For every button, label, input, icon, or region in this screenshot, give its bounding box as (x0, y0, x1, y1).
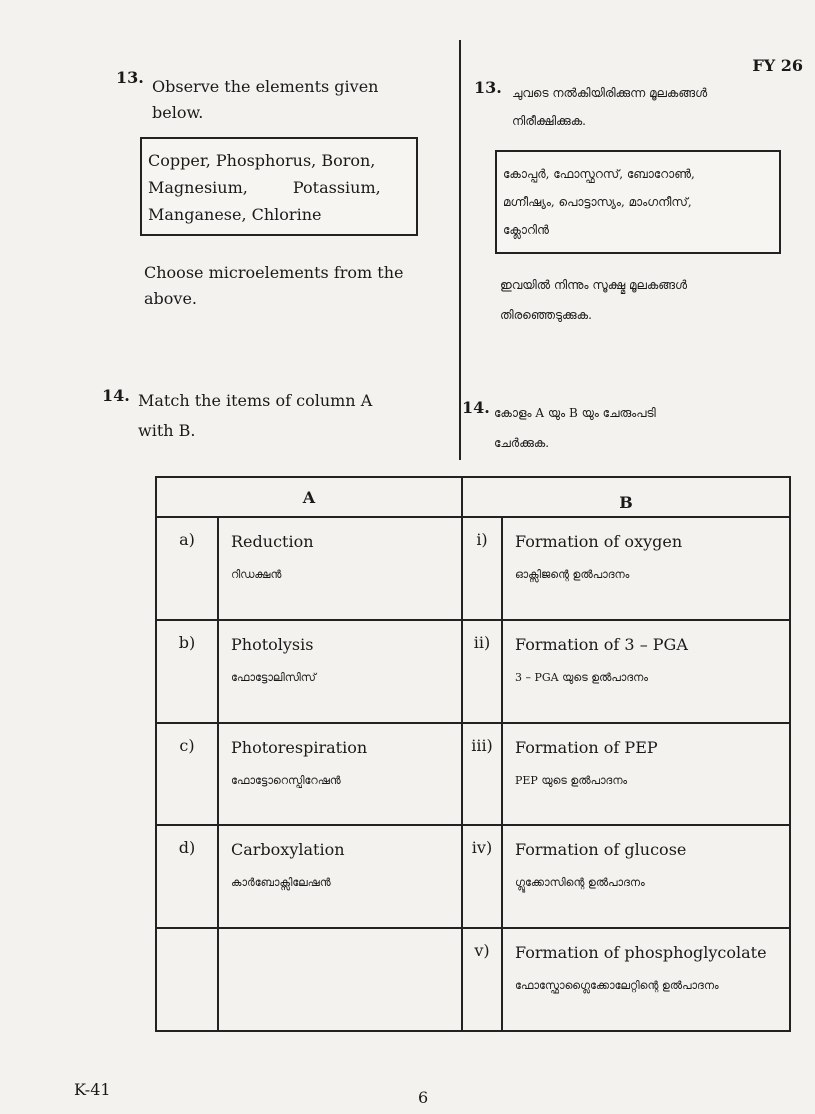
q13-box-ml-3: ക്ലോറിൻ (503, 223, 549, 237)
table-row (156, 517, 790, 620)
q13-number-en: 13. (116, 68, 144, 87)
row-b-label: ii) (462, 620, 502, 723)
column-b-header: B (462, 477, 790, 517)
row-b-item (502, 928, 790, 1031)
row-a-item (218, 723, 462, 826)
row-a-ml: ഫോട്ടോറെസ്പിറേഷൻ (231, 773, 341, 787)
row-a-label: a) (156, 517, 218, 620)
q14-prompt-en-1: Match the items of column A (138, 391, 373, 410)
q13-prompt-en-1: Observe the elements given (152, 77, 379, 96)
row-b-label: v) (462, 928, 502, 1031)
row-a-ml: റിഡക്ഷൻ (231, 568, 282, 581)
q13-instr-ml-2: തിരഞ്ഞെടുക്കുക. (500, 308, 592, 322)
match-table (155, 476, 791, 1032)
q14-number-en: 14. (102, 386, 130, 405)
row-b-item (502, 723, 790, 826)
q14-prompt-ml-2: ചേർക്കുക. (494, 436, 550, 450)
q13-box-en-3: Manganese, Chlorine (148, 205, 322, 224)
exam-code: FY 26 (752, 56, 803, 75)
column-divider (459, 40, 461, 460)
q13-box-en-1: Copper, Phosphorus, Boron, (148, 151, 376, 170)
row-a-en: Photorespiration (231, 737, 368, 757)
q13-prompt-ml-1: ചുവടെ നൽകിയിരിക്കുന്ന മൂലകങ്ങൾ (512, 86, 708, 100)
row-a-item (218, 928, 462, 1031)
row-a-ml: ഫോട്ടോലിസിസ് (231, 670, 316, 684)
row-b-en: Formation of 3 – PGA (515, 634, 688, 654)
row-a-label: d) (156, 825, 218, 928)
q13-instr-en-2: above. (144, 289, 198, 308)
row-a-en: Carboxylation (231, 840, 345, 860)
row-a-item (218, 620, 462, 723)
row-b-item (502, 517, 790, 620)
row-a-en: Reduction (231, 532, 314, 551)
row-a-item (218, 517, 462, 620)
row-b-ml: ഫോസ്ഫോഗ്ലൈക്കോലേറ്റിന്റെ ഉൽപാദനം (515, 979, 719, 993)
q13-box-ml-2: മഗ്നീഷ്യം, പൊട്ടാസ്യം, മാംഗനീസ്, (503, 195, 692, 209)
q13-elements-box-en (140, 137, 418, 236)
row-b-item (502, 620, 790, 723)
row-b-label: i) (462, 517, 502, 620)
row-b-ml: ഓക്സിജന്റെ ഉൽപാദനം (515, 568, 630, 581)
table-row (156, 620, 790, 723)
row-a-en: Photolysis (231, 634, 314, 654)
q13-instr-ml-1: ഇവയിൽ നിന്നും സൂക്ഷ്മ മൂലകങ്ങൾ (500, 278, 688, 292)
row-b-ml: PEP യുടെ ഉൽപാദനം (515, 773, 628, 787)
row-a-ml: കാർബോക്സിലേഷൻ (231, 876, 331, 890)
table-row (156, 928, 790, 1031)
table-row (156, 723, 790, 826)
row-a-label (156, 928, 218, 1031)
table-row (156, 825, 790, 928)
row-b-label: iv) (462, 825, 502, 928)
q13-instr-en-1: Choose microelements from the (144, 263, 404, 282)
q13-prompt-en-2: below. (152, 103, 204, 122)
row-a-label: b) (156, 620, 218, 723)
footer-code: K-41 (74, 1080, 111, 1099)
row-b-item (502, 825, 790, 928)
table-header-row (156, 477, 790, 517)
q14-prompt-en-2: with B. (138, 421, 196, 440)
q14-prompt-ml-1: കോളം A യും B യും ചേരുംപടി (494, 406, 656, 420)
q13-number-ml: 13. (474, 78, 502, 97)
row-b-en: Formation of phosphoglycolate (515, 943, 767, 963)
column-a-header: A (156, 477, 462, 517)
page-number: 6 (418, 1088, 429, 1107)
row-b-en: Formation of glucose (515, 840, 687, 860)
row-b-en: Formation of oxygen (515, 532, 683, 551)
row-a-item (218, 825, 462, 928)
row-b-ml: 3 – PGA യുടെ ഉൽപാദനം (515, 670, 648, 684)
q13-box-en-2: Magnesium, Potassium, (148, 178, 381, 197)
q13-elements-box-ml (495, 150, 781, 254)
q13-prompt-ml-2: നിരീക്ഷിക്കുക. (512, 114, 586, 128)
row-b-ml: ഗ്ലൂക്കോസിന്റെ ഉൽപാദനം (515, 876, 645, 890)
row-b-en: Formation of PEP (515, 737, 658, 757)
row-b-label: iii) (462, 723, 502, 826)
row-a-label: c) (156, 723, 218, 826)
q14-number-ml: 14. (462, 398, 490, 417)
q13-box-ml-1: കോപ്പർ, ഫോസ്ഫറസ്, ബോറോൺ, (503, 167, 695, 181)
